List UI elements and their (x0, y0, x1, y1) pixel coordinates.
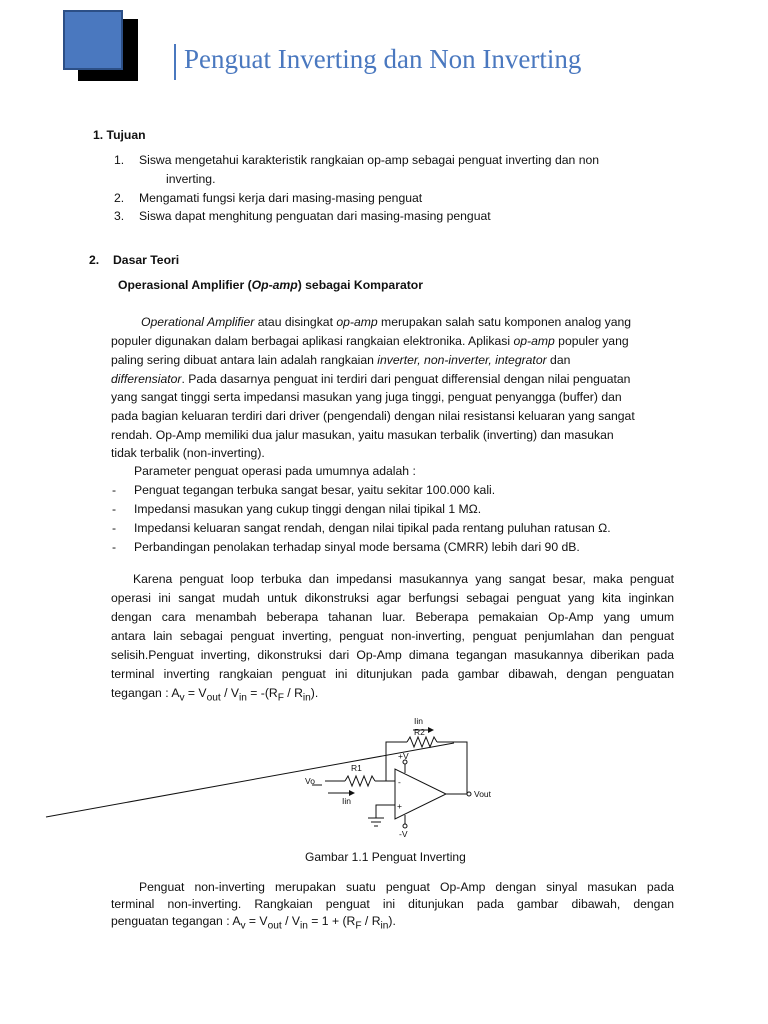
goal-item-1-line-2: inverting. (166, 172, 216, 186)
section-2-heading: Dasar Teori (113, 253, 180, 267)
output-terminal (467, 792, 471, 796)
paragraph-2-line-5: selisih.Penguat inverting, dikonstruksi dari Op-Amp dimana tegangan masukannya diberikan pada (111, 648, 674, 662)
paragraph-1-line-5: yang sangat tinggi serta impedansi masukan yang juga tinggi, penguat penyangga (buffer) dan (111, 390, 622, 404)
section-2-subheading: Operasional Amplifier (Op-amp) sebagai Komparator (118, 278, 423, 292)
paragraph-3-line-1: Penguat non-inverting merupakan suatu penguat Op-Amp dengan sinyal masukan pada (139, 880, 674, 894)
label-r1: R1 (351, 763, 362, 773)
feedback-wire-right (437, 742, 467, 794)
paragraph-2-line-6: terminal inverting rangkaian penguat ini ditunjukan pada gambar dibawah, dengan penguatan (111, 667, 674, 681)
figure-caption: Gambar 1.1 Penguat Inverting (305, 850, 466, 864)
bullet-dash-1: - (112, 483, 117, 497)
non-inverting-gain-formula: penguatan tegangan : $A_v = V_{out} / V_{in} = 1 + (R_F / R_{in})$. (111, 914, 396, 932)
r1-resistor (345, 776, 375, 786)
inverting-gain-formula: tegangan : $A_v = V_{out} / V_{in} = -(R_F / R_{in})$. (111, 686, 319, 704)
paragraph-2-line-1: Karena penguat loop terbuka dan impedansi masukannya yang sangat besar, maka penguat (133, 572, 674, 586)
bullet-item-1: Penguat tegangan terbuka sangat besar, yaitu sekitar 100.000 kali. (134, 483, 496, 497)
paragraph-2-line-2: operasi ini sangat mudah untuk dikonstruksi agar berfungsi sebagai penguat yang kita inginkan (111, 591, 674, 605)
paragraph-1-line-1: Operational Amplifier atau disingkat op-amp merupakan salah satu komponen analog yang (141, 315, 632, 329)
bullet-dash-4: - (112, 540, 117, 554)
bullet-item-3: Impedansi keluaran sangat rendah, dengan nilai tipikal pada rentang puluhan ratusan Ω. (134, 521, 611, 535)
label-iin-bottom: Iin (342, 796, 351, 806)
bullet-item-2: Impedansi masukan yang cukup tinggi dengan nilai tipikal 1 MΩ. (134, 502, 482, 516)
paragraph-1-line-2: populer digunakan dalam berbagai aplikasi rangkaian elektronika. Aplikasi op-amp populer yang (111, 334, 629, 348)
parameter-intro: Parameter penguat operasi pada umumnya adalah : (134, 464, 416, 478)
section-2-number: 2. (89, 253, 100, 267)
inverting-amplifier-diagram (40, 712, 500, 847)
paragraph-1-line-4: differensiator. Pada dasarnya penguat ini terdiri dari penguat differensial dengan nilai penguatan (111, 372, 631, 386)
label-vout: Vout (474, 789, 492, 799)
section-1-heading: 1. Tujuan (93, 128, 146, 142)
op-amp-symbol (395, 769, 446, 819)
diagonal-stroke (46, 743, 454, 817)
list-number-3: 3. (114, 209, 125, 223)
bullet-item-4: Perbandingan penolakan terhadap sinyal mode bersama (CMRR) lebih dari 90 dB. (134, 540, 580, 554)
paragraph-1-line-6: pada bagian keluaran terdiri dari driver (pengendali) dengan nilai resistansi keluaran yang sangat (111, 409, 635, 423)
iin-top-arrowhead (428, 727, 434, 733)
list-number-2: 2. (114, 191, 125, 205)
paragraph-2-line-4: antara lain sebagai penguat inverting, penguat non-inverting, penguat penjumlahan dan penguat (111, 629, 674, 643)
goal-item-2: Mengamati fungsi kerja dari masing-masing penguat (139, 191, 423, 205)
r2-resistor (407, 737, 437, 747)
goal-item-1-line-1: Siswa mengetahui karakteristik rangkaian op-amp sebagai penguat inverting dan non (139, 153, 600, 167)
bullet-dash-2: - (112, 502, 117, 516)
label-inverting-input: - (398, 777, 401, 787)
label-iin-top: Iin (414, 716, 423, 726)
title-rule (174, 44, 176, 80)
label-plus-v: +V (398, 751, 409, 761)
paragraph-1-line-3: paling sering dibuat antara lain adalah rangkaian inverter, non-inverter, integrator dan (111, 353, 571, 367)
bullet-dash-3: - (112, 521, 117, 535)
page-title: Penguat Inverting dan Non Inverting (184, 44, 582, 74)
label-r2: R2 (414, 727, 425, 737)
label-vo: Vo (305, 776, 315, 786)
label-minus-v: -V (399, 829, 408, 839)
paragraph-2-line-3: dengan cara menambah beberapa tahanan luar. Beberapa pemakaian Op-Amp yang umum (111, 610, 674, 624)
paragraph-1-line-8: tidak terbalik (non-inverting). (111, 446, 265, 460)
list-number-1: 1. (114, 153, 125, 167)
non-inverting-wire (376, 805, 395, 818)
paragraph-3-line-2: terminal non-inverting. Rangkaian penguat ini ditunjukan pada gambar dibawah, dengan (111, 897, 674, 911)
negative-supply-terminal (403, 824, 407, 828)
paragraph-1-line-7: rendah. Op-Amp memiliki dua jalur masukan, yaitu masukan terbalik (inverting) dan masukan (111, 428, 614, 442)
goal-item-3: Siswa dapat menghitung penguatan dari masing-masing penguat (139, 209, 491, 223)
label-non-inverting-input: + (397, 801, 402, 811)
logo-square (63, 10, 123, 70)
